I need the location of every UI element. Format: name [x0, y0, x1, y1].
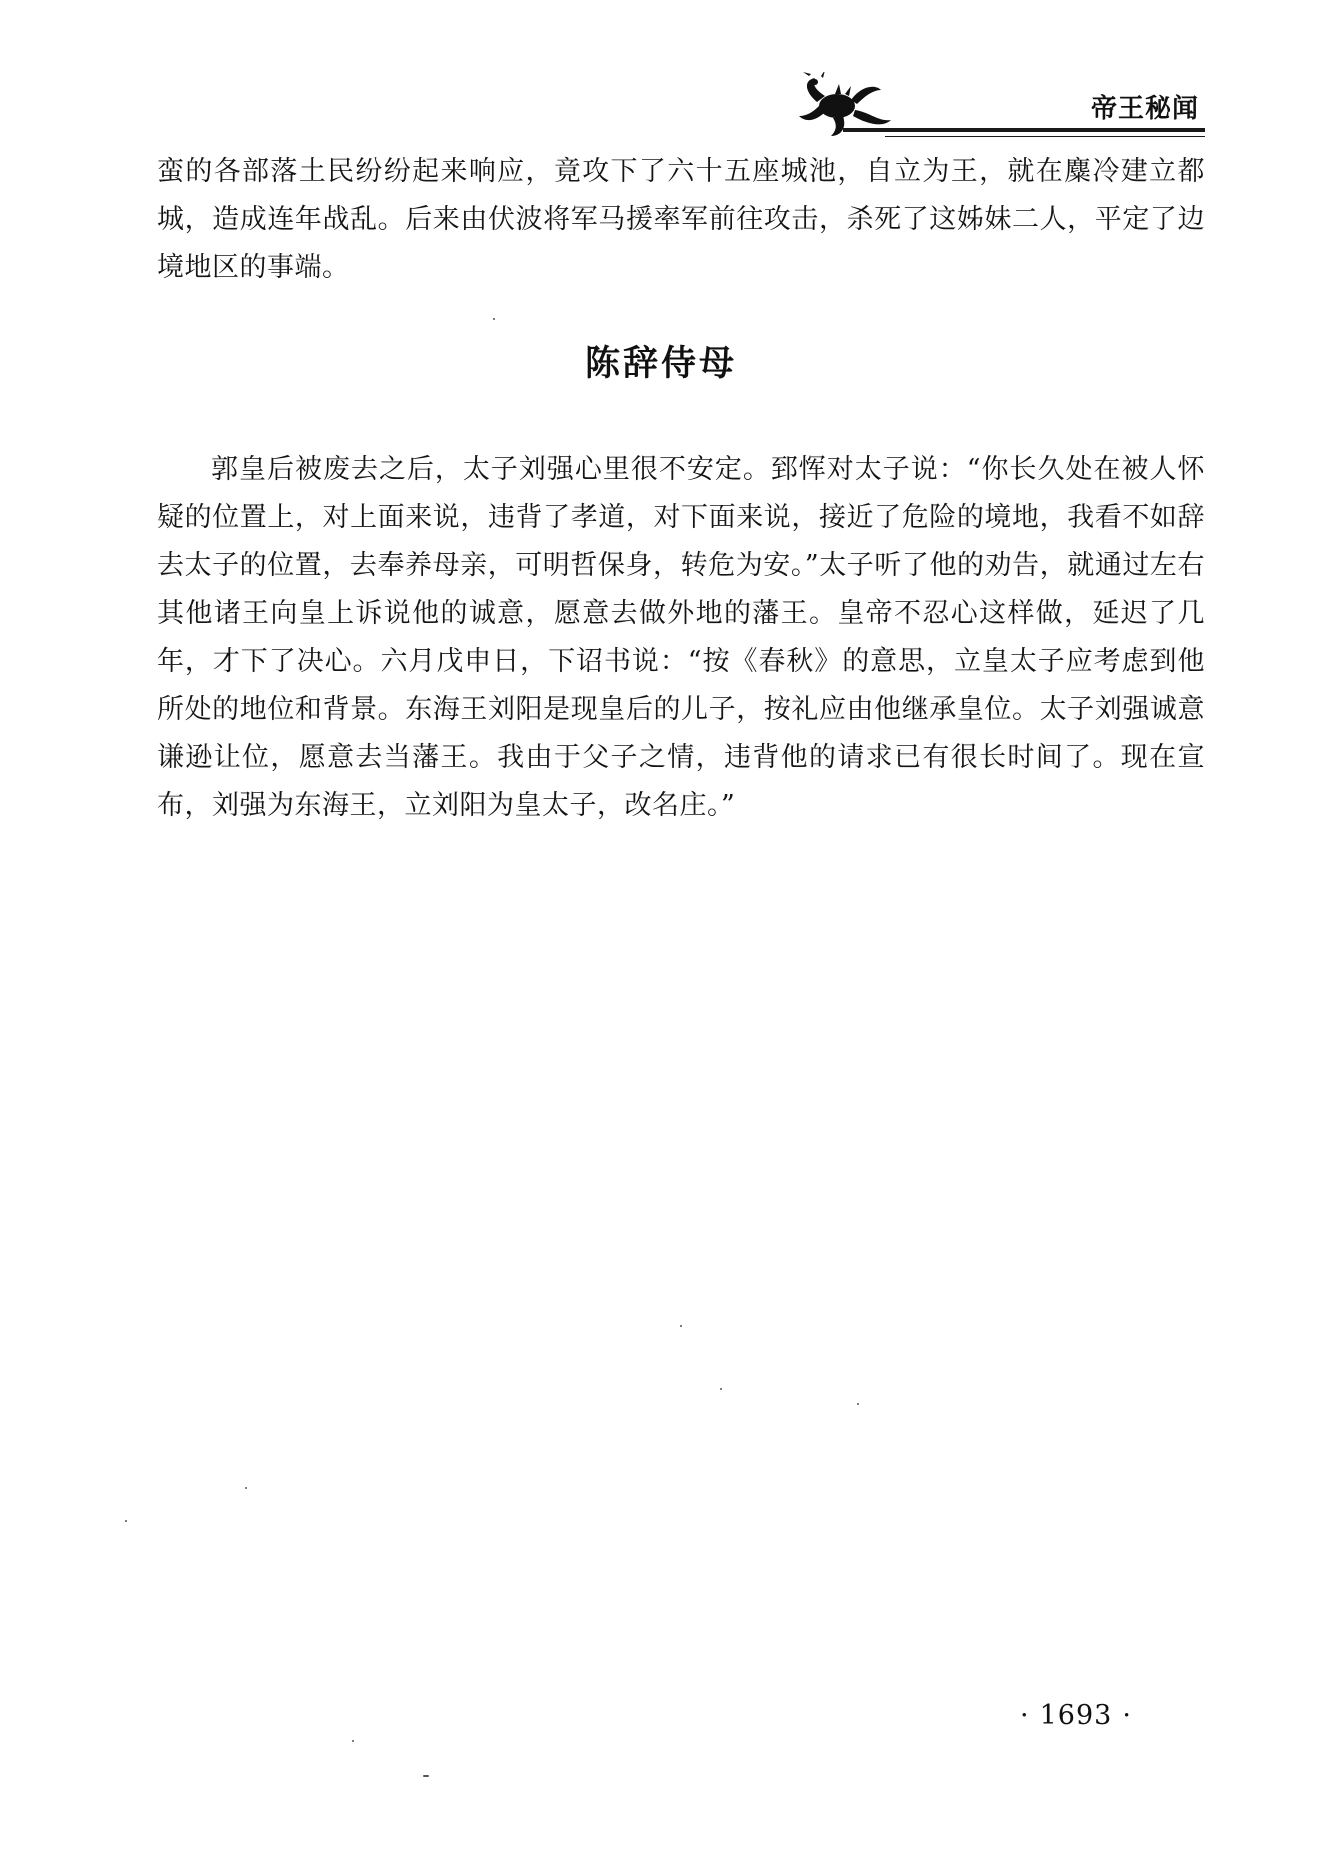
header-rule-thin	[885, 136, 1205, 137]
scan-speck	[493, 318, 495, 320]
scan-speck	[423, 1775, 429, 1777]
section-title: 陈辞侍母	[584, 344, 737, 384]
page-number-dot-left: ·	[1020, 1700, 1030, 1731]
continued-paragraph-text: 蛮的各部落土民纷纷起来响应，竟攻下了六十五座城池，自立为王，就在麋冷建立都城，造成连年战乱。后来由伏波将军马援率军前往攻击，杀死了这姊妹二人，平定了边境地区的事端。	[157, 156, 1205, 283]
scan-speck	[857, 1403, 859, 1405]
header-rule-thick	[843, 128, 1205, 132]
scan-speck	[245, 1487, 247, 1489]
scan-speck	[352, 1740, 354, 1742]
scan-speck	[680, 1325, 682, 1327]
page-number-dot-right: ·	[1122, 1700, 1132, 1731]
scan-speck	[125, 1520, 127, 1522]
section-paragraph	[157, 446, 1205, 830]
running-title: 帝王秘闻	[1090, 94, 1199, 124]
scan-speck	[720, 1388, 722, 1390]
page-number	[1010, 1700, 1142, 1731]
continued-paragraph	[157, 148, 1205, 292]
running-header	[795, 72, 1205, 142]
page-number-value: 1693	[1039, 1700, 1113, 1731]
section-paragraph-text: 郭皇后被废去之后，太子刘强心里很不安定。郅恽对太子说：“你长久处在被人怀疑的位置上，对上面来说，违背了孝道，对下面来说，接近了危险的境地，我看不如辞去太子的位置，去奉养母亲，可明哲保身，转危为安。”太子听了他的劝告，就通过左右其他诸王向皇上诉说他的诚意，愿意去做外地的藩王。皇帝不忍心这样做，延迟了几年，才下了决心。六月戊申日，下诏书说：“按《春秋》的意思，立皇太子应考虑到他所处的地位和背景。东海王刘阳是现皇后的儿子，按礼应由他继承皇位。太子刘强诚意谦逊让位，愿意去当藩王。我由于父子之情，违背他的请求已有很长时间了。现在宣布，刘强为东海王，立刘阳为皇太子，改名庄。”	[157, 454, 1205, 821]
